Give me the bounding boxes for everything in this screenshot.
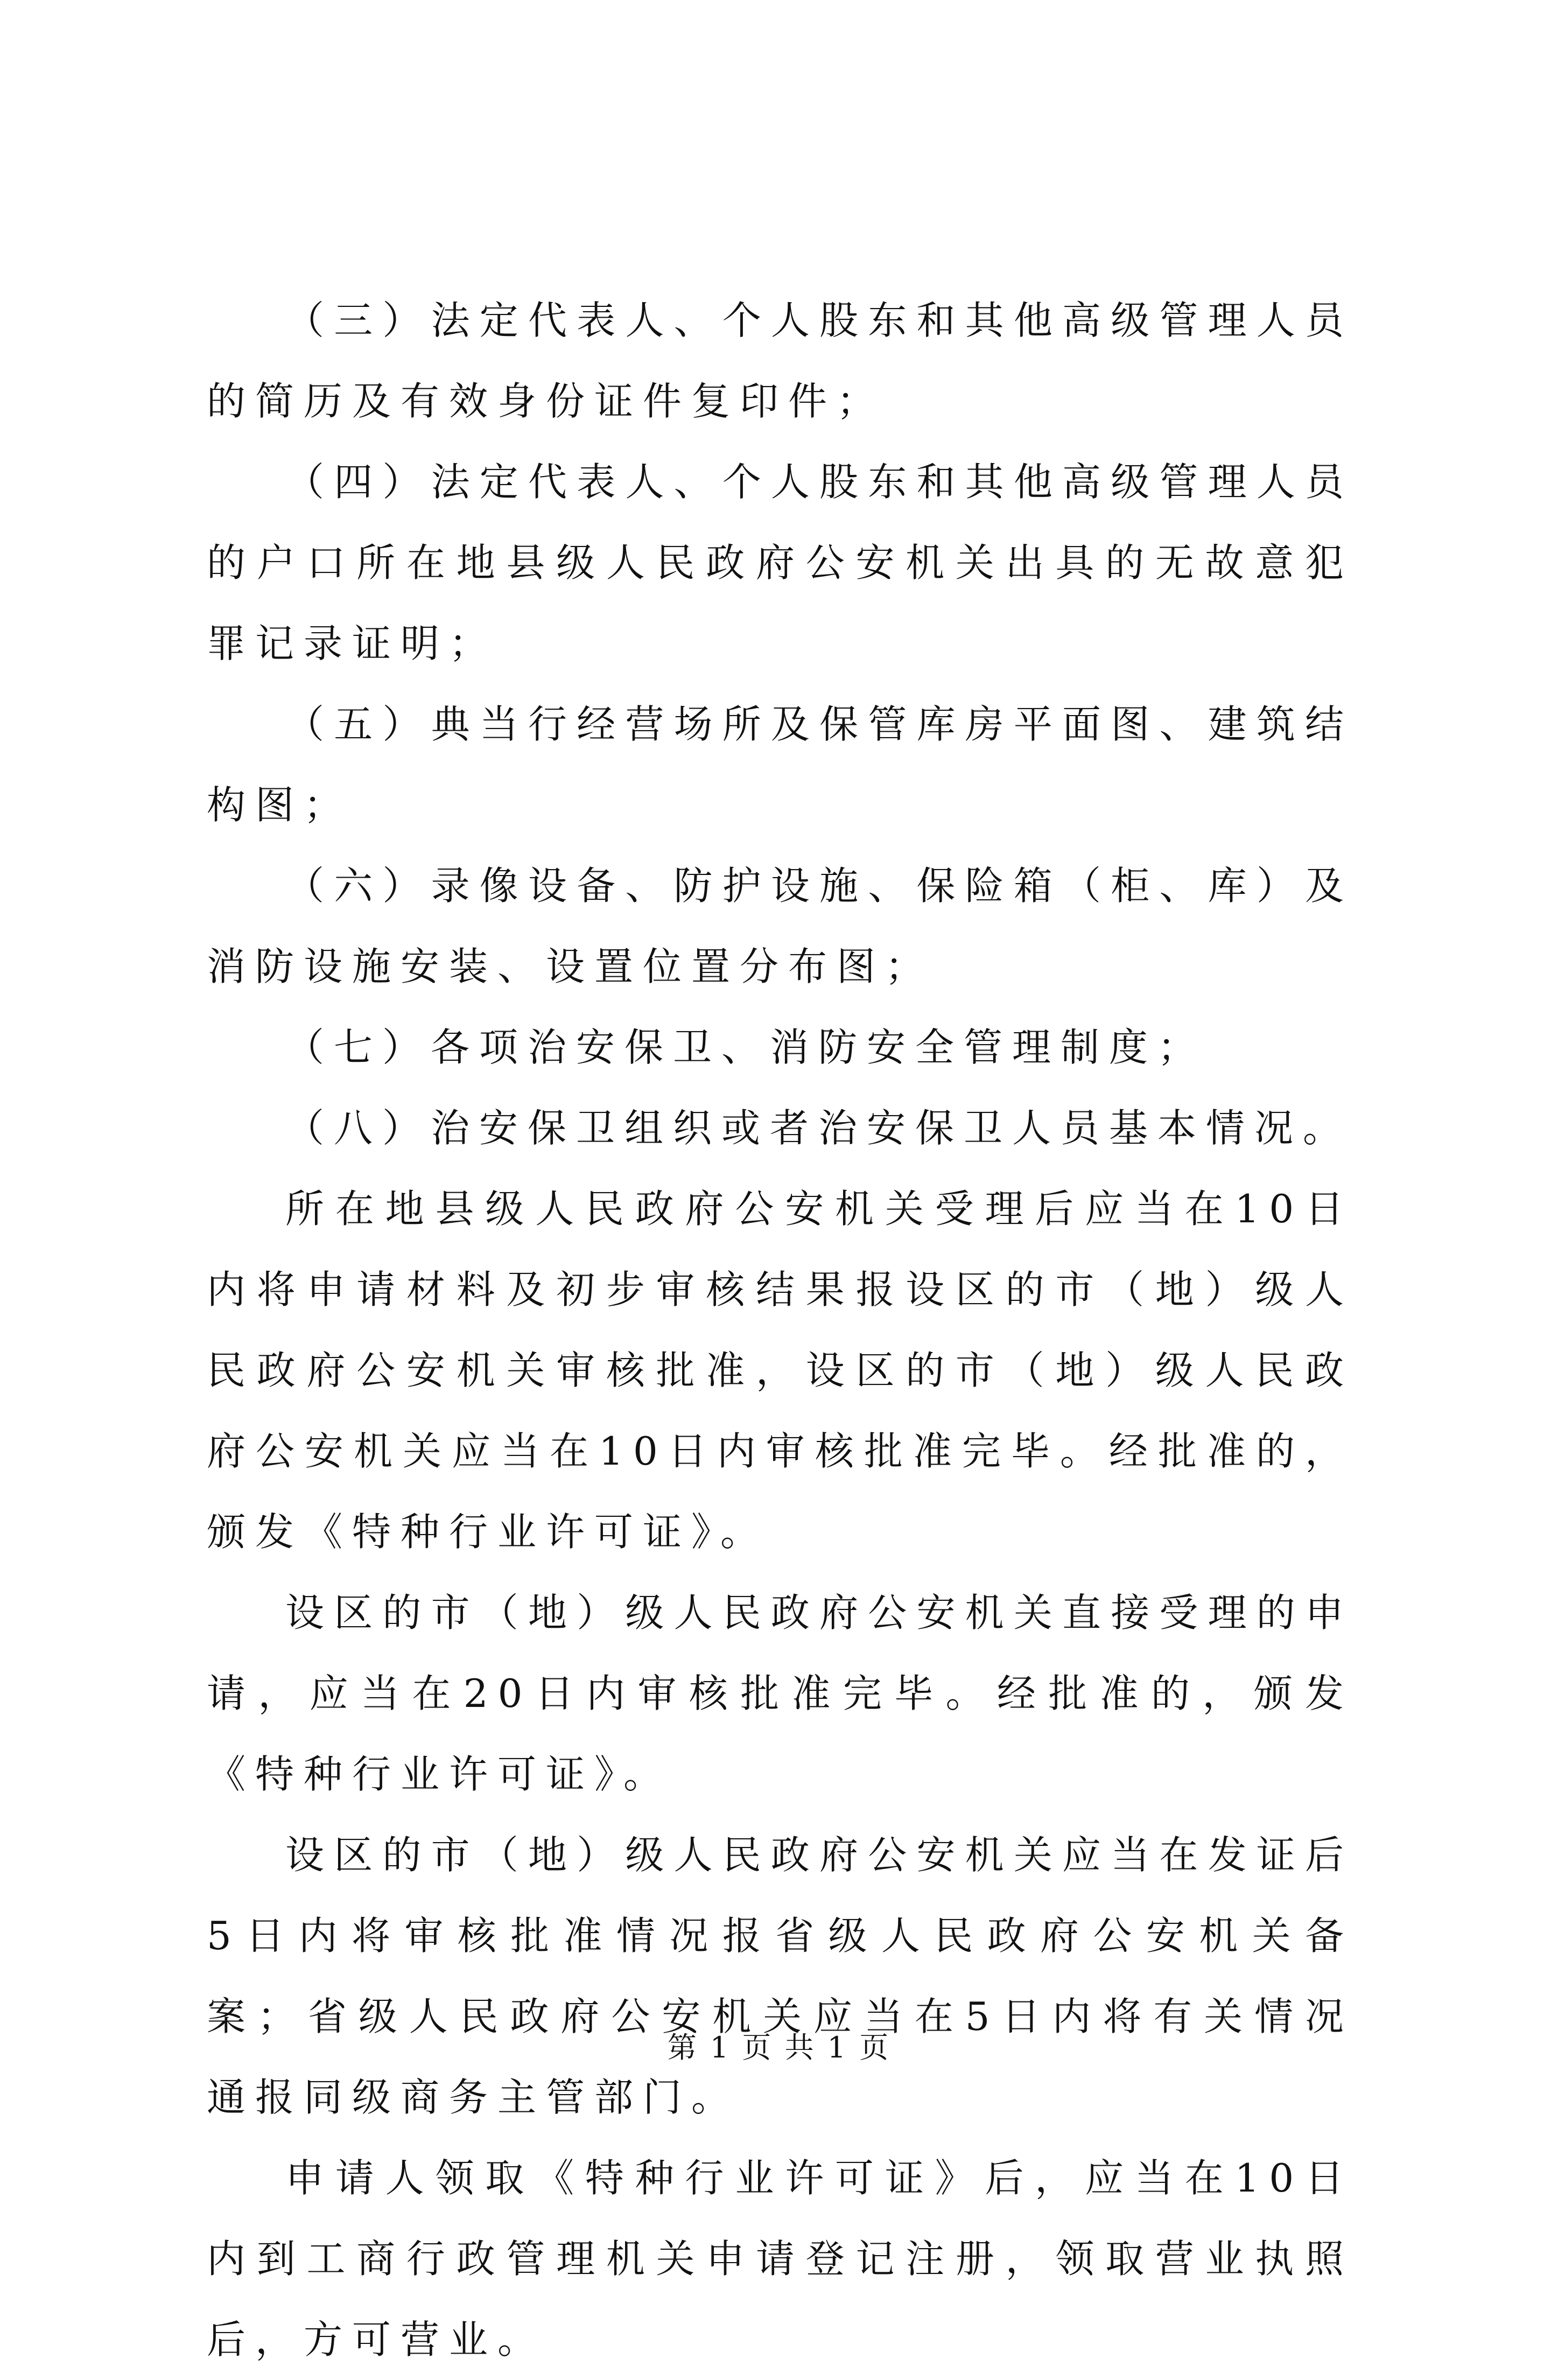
paragraph-item-5: （五）典当行经营场所及保管库房平面图、建筑结构图； [207, 702, 1353, 828]
paragraph-filing: 设区的市（地）级人民政府公安机关应当在发证后5日内将审核批准情况报省级人民政府公安机关备案；省级人民政府公安机关应当在5日内将有关情况通报同级商务主管部门。 [207, 1832, 1353, 2120]
paragraph-item-6: （六）录像设备、防护设施、保险箱（柜、库）及消防设施安装、设置位置分布图； [207, 863, 1353, 989]
paragraph-item-8: （八）治安保卫组织或者治安保卫人员基本情况。 [285, 1105, 1352, 1151]
paragraph-city-direct: 设区的市（地）级人民政府公安机关直接受理的申请，应当在20日内审核批准完毕。经批准的，颁发《特种行业许可证》。 [207, 1590, 1353, 1797]
paragraph-item-4: （四）法定代表人、个人股东和其他高级管理人员的户口所在地县级人民政府公安机关出具的无故意犯罪记录证明； [207, 459, 1353, 666]
paragraph-item-3: （三）法定代表人、个人股东和其他高级管理人员的简历及有效身份证件复印件； [207, 298, 1353, 424]
paragraph-registration: 申请人领取《特种行业许可证》后，应当在10日内到工商行政管理机关申请登记注册，领取营业执照后，方可营业。 [207, 2155, 1353, 2362]
paragraph-item-7: （七）各项治安保卫、消防安全管理制度； [285, 1025, 1206, 1070]
page-footer: 第 1 页 共 1 页 [667, 2031, 891, 2064]
paragraph-county-review: 所在地县级人民政府公安机关受理后应当在10日内将申请材料及初步审核结果报设区的市（地）级人民政府公安机关审核批准，设区的市（地）级人民政府公安机关应当在10日内审核批准完毕。经批准的，颁发《特种行业许可证》。 [207, 1186, 1353, 1555]
